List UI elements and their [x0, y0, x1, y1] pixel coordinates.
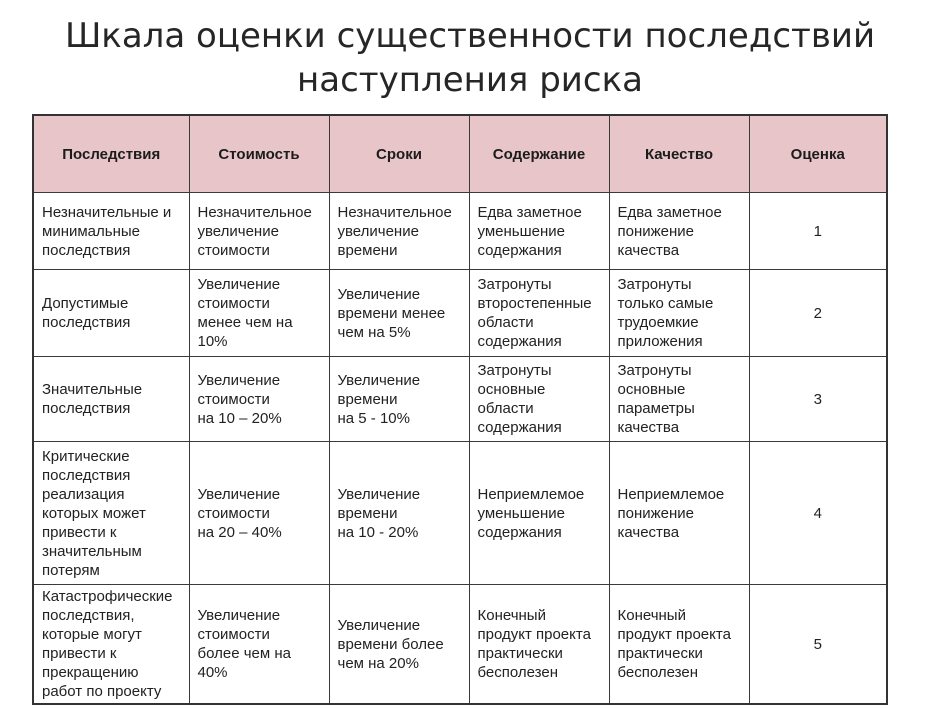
risk-scale-table-container	[32, 114, 886, 705]
cell-time: Увеличение времени менее чем на 5%	[329, 270, 469, 357]
cell-score: 1	[749, 193, 887, 270]
cell-consequences: Критические последствия реализация которых может привести к значительным потерям	[33, 442, 189, 585]
column-header-consequences: Последствия	[33, 115, 189, 193]
cell-quality: Затронуты основные параметры качества	[609, 357, 749, 442]
column-header-time: Сроки	[329, 115, 469, 193]
cell-time: Увеличение времени на 10 - 20%	[329, 442, 469, 585]
column-header-content: Содержание	[469, 115, 609, 193]
table-row	[33, 270, 887, 357]
cell-cost: Увеличение стоимости менее чем на 10%	[189, 270, 329, 357]
table-row	[33, 193, 887, 270]
page-title-line-1: Шкала оценки существенности последствий	[64, 16, 876, 56]
cell-score: 5	[749, 585, 887, 705]
cell-quality: Неприемлемое понижение качества	[609, 442, 749, 585]
cell-score: 2	[749, 270, 887, 357]
cell-cost: Увеличение стоимости более чем на 40%	[189, 585, 329, 705]
table-row	[33, 585, 887, 705]
cell-content: Едва заметное уменьшение содержания	[469, 193, 609, 270]
cell-cost: Увеличение стоимости на 20 – 40%	[189, 442, 329, 585]
cell-quality: Затронуты только самые трудоемкие приложения	[609, 270, 749, 357]
risk-scale-table	[32, 114, 888, 705]
column-header-score: Оценка	[749, 115, 887, 193]
cell-consequences: Допустимые последствия	[33, 270, 189, 357]
cell-cost: Незначительное увеличение стоимости	[189, 193, 329, 270]
cell-quality: Конечный продукт проекта практически бесполезен	[609, 585, 749, 705]
cell-consequences: Незначительные и минимальные последствия	[33, 193, 189, 270]
table-row	[33, 442, 887, 585]
cell-consequences: Значительные последствия	[33, 357, 189, 442]
cell-time: Незначительное увеличение времени	[329, 193, 469, 270]
table-row	[33, 357, 887, 442]
cell-score: 4	[749, 442, 887, 585]
cell-content: Затронуты второстепенные области содержания	[469, 270, 609, 357]
cell-cost: Увеличение стоимости на 10 – 20%	[189, 357, 329, 442]
column-header-cost: Стоимость	[189, 115, 329, 193]
cell-content: Затронуты основные области содержания	[469, 357, 609, 442]
cell-consequences: Катастрофические последствия, которые могут привести к прекращению работ по проекту	[33, 585, 189, 705]
table-body	[33, 193, 887, 705]
cell-score: 3	[749, 357, 887, 442]
header-row	[33, 115, 887, 193]
page-title-line-2: наступления риска	[297, 60, 643, 100]
cell-content: Конечный продукт проекта практически бесполезен	[469, 585, 609, 705]
column-header-quality: Качество	[609, 115, 749, 193]
cell-time: Увеличение времени более чем на 20%	[329, 585, 469, 705]
cell-time: Увеличение времени на 5 - 10%	[329, 357, 469, 442]
table-header	[33, 115, 887, 193]
page-title	[0, 14, 940, 102]
cell-content: Неприемлемое уменьшение содержания	[469, 442, 609, 585]
cell-quality: Едва заметное понижение качества	[609, 193, 749, 270]
